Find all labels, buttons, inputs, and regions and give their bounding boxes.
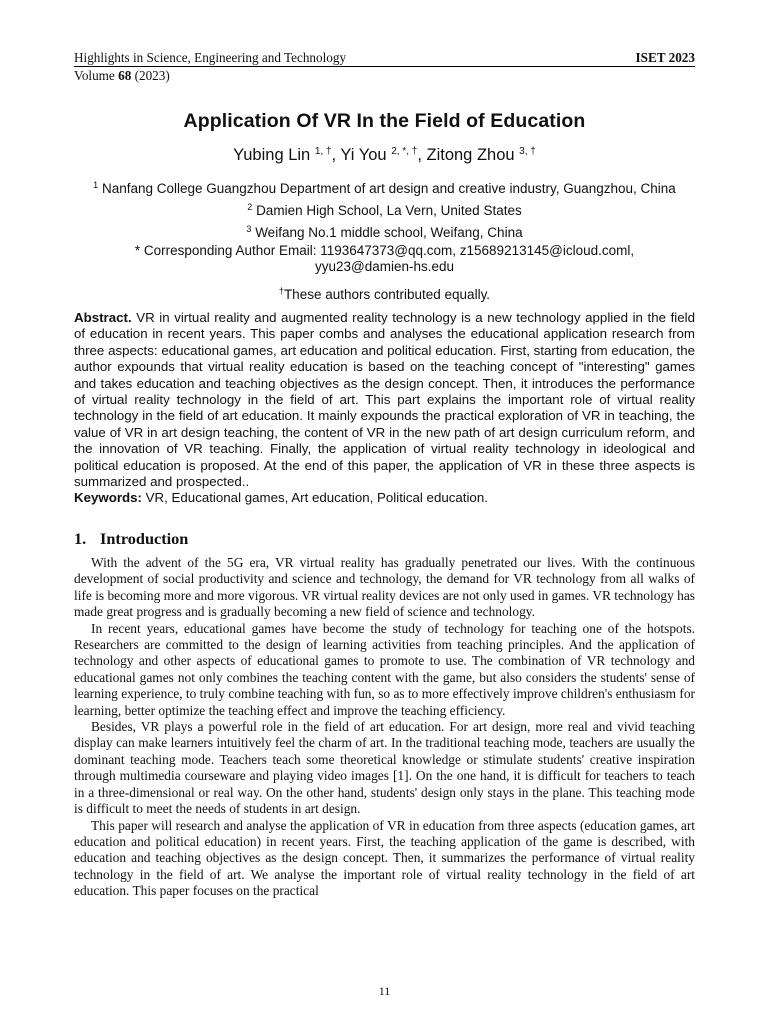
corresponding-line-2: yyu23@damien-hs.edu bbox=[314, 259, 455, 274]
affiliation-text: Damien High School, La Vern, United States bbox=[256, 203, 522, 218]
keywords-label: Keywords: bbox=[74, 490, 142, 505]
header-row bbox=[74, 50, 695, 67]
volume-year: (2023) bbox=[131, 68, 170, 83]
paragraph: With the advent of the 5G era, VR virtual reality has gradually penetrated our lives. With the continuous development of social productivity and science and technology, the demand for VR technology from all walks of life is becoming more and more vigorous. VR virtual reality devices are not only used in games. VR technology has made great progress and is gradually becoming a new field of science and technology. bbox=[74, 555, 695, 620]
corresponding-author bbox=[74, 243, 695, 275]
section-number: 1. bbox=[74, 529, 87, 548]
page-number: 11 bbox=[378, 984, 391, 998]
equal-contribution-note bbox=[74, 283, 695, 303]
author-name: Zitong Zhou bbox=[426, 146, 515, 164]
paper-page bbox=[74, 0, 695, 1024]
affiliation-mark: 1 bbox=[93, 180, 99, 190]
paragraph: Besides, VR plays a powerful role in the field of art education. For art design, more real and vivid teaching display can make learners intuitively feel the charm of art. In the traditional teaching mode, teachers are usually the dominant teaching mode. Teachers teach some theoretical knowledge or stimulate students' creative inspiration through multimedia courseware and playing video images [1]. On the one hand, it is difficult for teachers to teach in a three-dimensional or real way. On the other hand, students' design only stays in the plane. This teaching mode is difficult to meet the needs of students in art design. bbox=[74, 719, 695, 817]
section-title: Introduction bbox=[100, 529, 189, 548]
affiliation-mark: 3 bbox=[246, 224, 252, 234]
author-name: Yubing Lin bbox=[233, 146, 311, 164]
paragraph: In recent years, educational games have become the study of technology for teaching one of the hotspots. Researchers are committed to the design of learning activities from teaching principles. And the application of technology and other aspects of educational games to promote to use. The combination of VR technology and educational games not only combines the teaching content with the game, but also considers the students' sense of learning experience, to truly combine teaching with fun, so as to more effectively improve children's enthusiasm for learning, better optimize the teaching effect and improve the teaching efficiency. bbox=[74, 620, 695, 718]
affiliation-2 bbox=[74, 199, 695, 219]
dagger-mark: † bbox=[278, 286, 284, 296]
paragraph: This paper will research and analyse the application of VR in education from three aspects (education games, art education and political education) in recent years. First, the teaching application of the game is described, with education and teaching objectives as the design concept. Then, it summarizes the performance of virtual reality technology in the field of art. We analyse the important role of virtual reality technology in the field of art education. This paper focuses on the practical bbox=[74, 817, 695, 899]
author-affiliation-marks: 1, † bbox=[314, 146, 332, 157]
volume-number: 68 bbox=[118, 68, 132, 83]
abstract bbox=[74, 310, 695, 490]
body-text bbox=[74, 555, 695, 900]
author-list bbox=[74, 146, 695, 165]
corresponding-line-1: * Corresponding Author Email: 1193647373@qq.com, z15689213145@icloud.coml, bbox=[134, 243, 635, 258]
running-header bbox=[74, 50, 695, 83]
journal-name: Highlights in Science, Engineering and Technology bbox=[74, 50, 347, 65]
abstract-text: VR in virtual reality and augmented reality technology is a new technology applied in the field of education in recent years. This paper combs and analyses the educational application research from three aspects: educational games, art education and political education. First, starting from education, the author expounds that virtual reality education is based on the teaching concept of "interesting" games and takes education and teaching objectives as the design concept. Then, it introduces the performance of virtual reality technology in the field of art. This part explains the important role of virtual reality technology in the field of art education. It mainly expounds the practical exploration of VR in teaching, the value of VR in art design teaching, the content of VR in the new path of art design curriculum reform, and the innovation of VR teaching. Finally, the application of virtual reality technology in ideological and political education is proposed. At the end of this paper, the application of VR in these three aspects is summarized and prospected.. bbox=[74, 310, 695, 490]
keywords-text: VR, Educational games, Art education, Political education. bbox=[141, 490, 488, 505]
affiliation-3 bbox=[74, 221, 695, 241]
section-heading bbox=[74, 529, 188, 549]
equal-contribution-text: These authors contributed equally. bbox=[283, 287, 491, 302]
keywords bbox=[74, 490, 695, 506]
affiliation-1 bbox=[74, 177, 695, 197]
author-affiliation-marks: 2, *, † bbox=[391, 146, 418, 157]
volume-prefix: Volume bbox=[74, 68, 119, 83]
volume-info bbox=[74, 68, 695, 83]
affiliation-mark: 2 bbox=[247, 202, 253, 212]
paper-title: Application Of VR In the Field of Education bbox=[183, 110, 586, 132]
affiliation-text: Nanfang College Guangzhou Department of art design and creative industry, Guangzhou, China bbox=[101, 181, 676, 196]
author-separator: , bbox=[331, 146, 341, 164]
author-affiliation-marks: 3, † bbox=[519, 146, 536, 157]
affiliation-text: Weifang No.1 middle school, Weifang, China bbox=[255, 225, 523, 240]
author-separator: , bbox=[417, 146, 427, 164]
conference-name: ISET 2023 bbox=[635, 50, 695, 65]
author-name: Yi You bbox=[340, 146, 387, 164]
abstract-label: Abstract. bbox=[74, 310, 132, 325]
